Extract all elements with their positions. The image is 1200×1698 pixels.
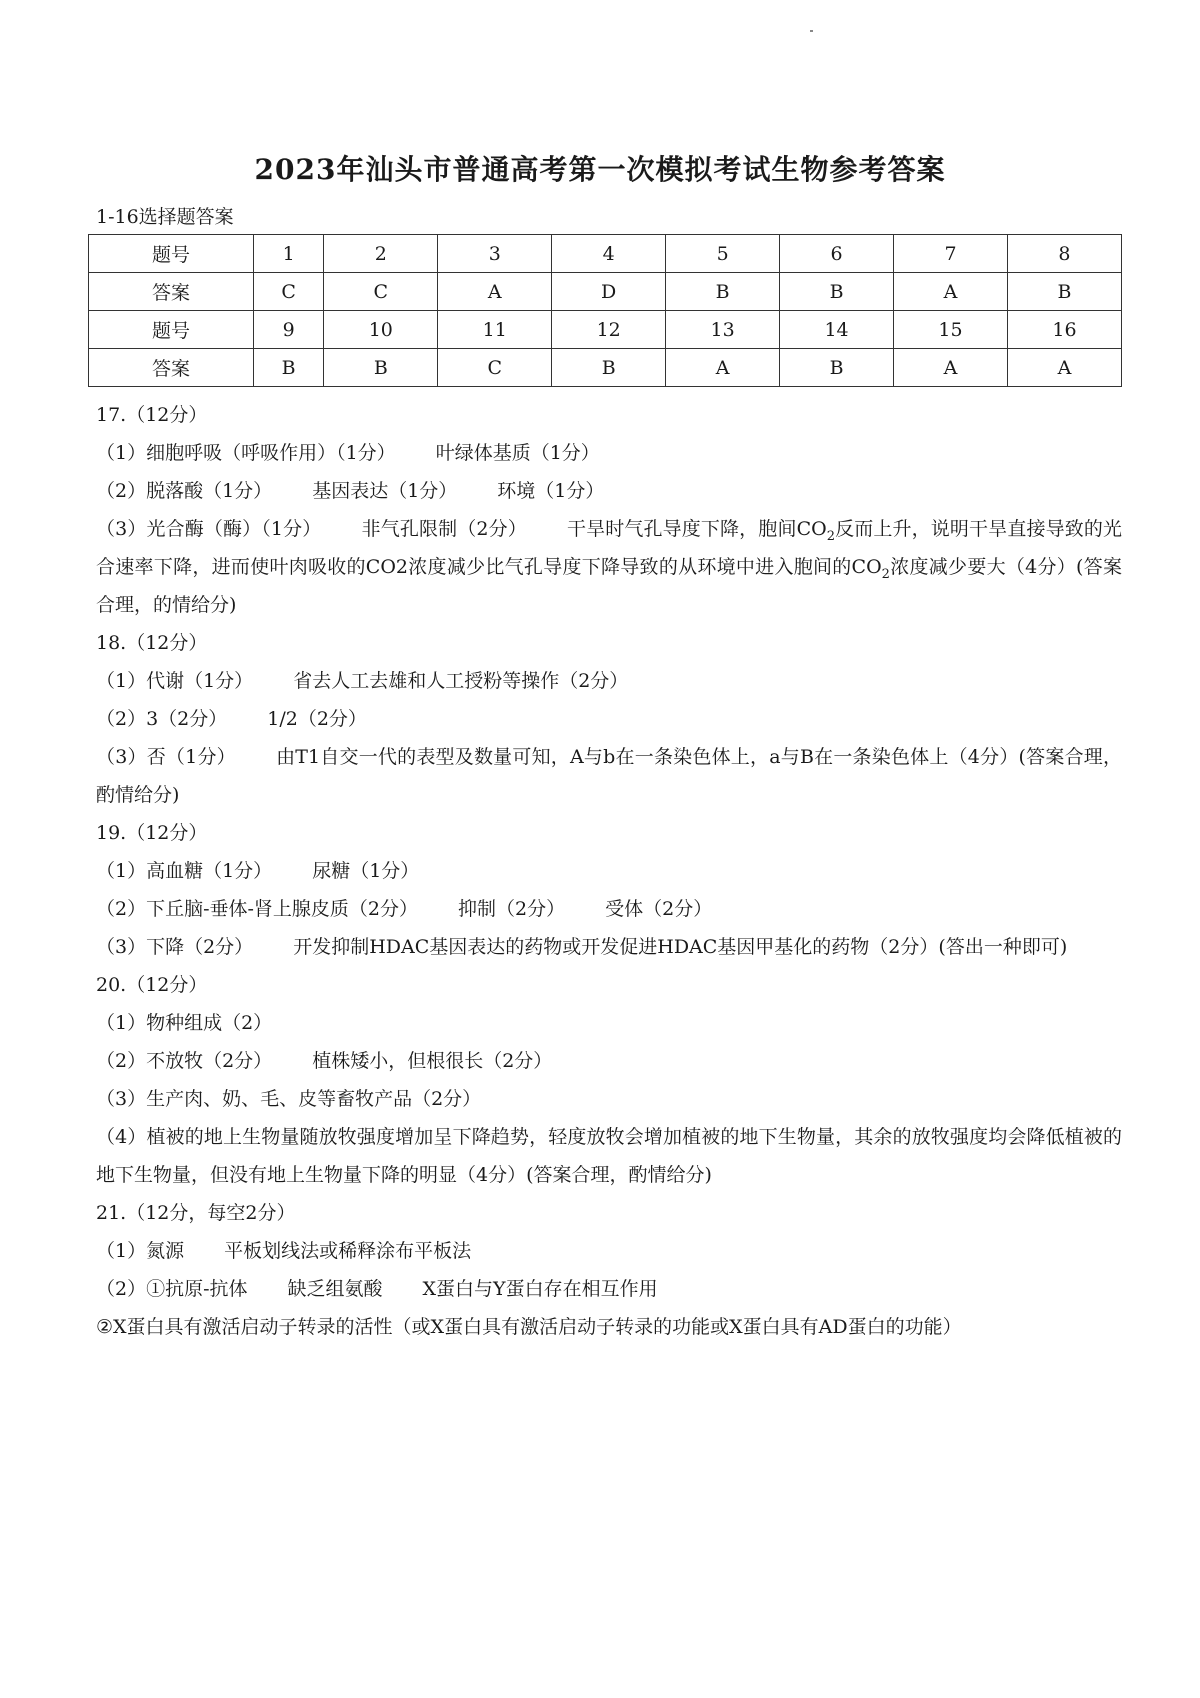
table-cell: A [1007,349,1121,387]
table-cell: 4 [552,235,666,273]
question-heading [96,396,1122,434]
table-cell: 3 [438,235,552,273]
answer-line [96,472,1122,510]
question-heading [96,1194,1122,1232]
table-cell: 2 [324,235,438,273]
answer-part: 基因表达（1分） [312,480,458,502]
answer-line [96,662,1122,700]
answer-part: 开发抑制HDAC基因表达的药物或开发促进HDAC基因甲基化的药物（2分）(答出一种即可) [293,936,1068,958]
answer-line: （3）光合酶（酶）（1分） 非气孔限制（2分） 干旱时气孔导度下降，胞间$CO_2$反而上升，说明干旱直接导致的光合速率下降，进而使叶肉吸收的CO2浓度减少比气孔导度下降导致的从环境中进入胞间的$CO_2$浓度减少要大（4分）(答案合理，的情给分) [96,518,1122,616]
table-cell: C [324,273,438,311]
answer-part: （2）脱落酸（1分） [96,480,273,502]
answer-part: 由T1自交一代的表型及数量可知，A与b在一条染色体上，a与B在一条染色体上（4分）(答案合理，酌情给分) [96,746,1122,806]
table-cell: A [894,273,1008,311]
answer-part: 植株矮小，但根很长（2分） [312,1050,553,1072]
answer-part: 1/2（2分） [267,708,367,730]
answer-line [96,1042,1122,1080]
table-cell: B [552,349,666,387]
table-cell: 13 [666,311,780,349]
table-cell: 6 [780,235,894,273]
table-cell: 5 [666,235,780,273]
answer-part: 叶绿体基质（1分） [435,442,600,464]
table-cell: 15 [894,311,1008,349]
row-label: 答案 [89,273,254,311]
table-caption: 1-16选择题答案 [96,206,234,228]
table-cell: B [1007,273,1121,311]
answer-part: （2）①抗原-抗体 [96,1278,248,1300]
table-cell: A [894,349,1008,387]
answer-content [96,396,1122,1346]
table-cell: 14 [780,311,894,349]
table-row [89,349,1122,387]
answer-line [96,434,1122,472]
answer-part: 环境（1分） [497,480,605,502]
table-cell: 7 [894,235,1008,273]
answer-part: 缺乏组氨酸 [287,1278,383,1300]
question-heading [96,814,1122,852]
answer-part: （1）高血糖（1分） [96,860,273,882]
answer-line [96,890,1122,928]
table-cell: A [438,273,552,311]
answer-part: 受体（2分） [605,898,713,920]
table-row [89,273,1122,311]
row-label: 题号 [89,235,254,273]
answer-part: （2）不放牧（2分） [96,1050,273,1072]
answer-part: 21.（12分，每空2分） [96,1202,296,1224]
answer-part: 17.（12分） [96,404,208,426]
question-heading [96,966,1122,1004]
answer-line [96,1308,1122,1346]
table-cell: 8 [1007,235,1121,273]
table-cell: B [666,273,780,311]
question-heading [96,624,1122,662]
answer-part: （1）细胞呼吸（呼吸作用）（1分） [96,442,396,464]
answer-part: 尿糖（1分） [312,860,420,882]
table-cell: B [780,349,894,387]
row-label: 题号 [89,311,254,349]
answer-line [96,738,1122,814]
scan-speck [810,30,813,32]
answer-part: （3）否（1分） [96,746,236,768]
answer-part: ②X蛋白具有激活启动子转录的活性（或X蛋白具有激活启动子转录的功能或X蛋白具有AD蛋白的功能） [96,1316,962,1338]
answer-part: 省去人工去雄和人工授粉等操作（2分） [293,670,629,692]
answer-line [96,852,1122,890]
answer-part: X蛋白与Y蛋白存在相互作用 [422,1278,658,1300]
page-title: 2023年汕头市普通高考第一次模拟考试生物参考答案 [254,153,946,186]
table-cell: B [324,349,438,387]
answer-table [88,234,1122,387]
table-cell: B [254,349,324,387]
table-cell: 10 [324,311,438,349]
answer-part: （1）代谢（1分） [96,670,254,692]
answer-part: （3）生产肉、奶、毛、皮等畜牧产品（2分） [96,1088,482,1110]
table-cell: A [666,349,780,387]
answer-line [96,700,1122,738]
table-cell: 11 [438,311,552,349]
answer-part: 20.（12分） [96,974,208,996]
answer-part: （2）下丘脑-垂体-肾上腺皮质（2分） [96,898,419,920]
answer-part: （4）植被的地上生物量随放牧强度增加呈下降趋势，轻度放牧会增加植被的地下生物量，其余的放牧强度均会降低植被的地下生物量，但没有地上生物量下降的明显（4分）(答案合理，酌情给分) [96,1126,1122,1186]
table-cell: C [254,273,324,311]
answer-line [96,1004,1122,1042]
table-cell: B [780,273,894,311]
table-cell: 16 [1007,311,1121,349]
answer-part: 19.（12分） [96,822,208,844]
answer-part: 18.（12分） [96,632,208,654]
table-row [89,235,1122,273]
table-cell: C [438,349,552,387]
answer-part: 抑制（2分） [458,898,566,920]
answer-part: （3）下降（2分） [96,936,254,958]
answer-line [96,928,1122,966]
answer-line [96,1270,1122,1308]
answer-line [96,1118,1122,1194]
answer-part: 平板划线法或稀释涂布平板法 [224,1240,472,1262]
table-cell: 1 [254,235,324,273]
answer-part: （1）物种组成（2） [96,1012,273,1034]
row-label: 答案 [89,349,254,387]
answer-part: （1）氮源 [96,1240,185,1262]
answer-part: （2）3（2分） [96,708,228,730]
table-cell: 12 [552,311,666,349]
answer-line [96,1232,1122,1270]
table-row [89,311,1122,349]
table-cell: 9 [254,311,324,349]
answer-line [96,1080,1122,1118]
table-cell: D [552,273,666,311]
